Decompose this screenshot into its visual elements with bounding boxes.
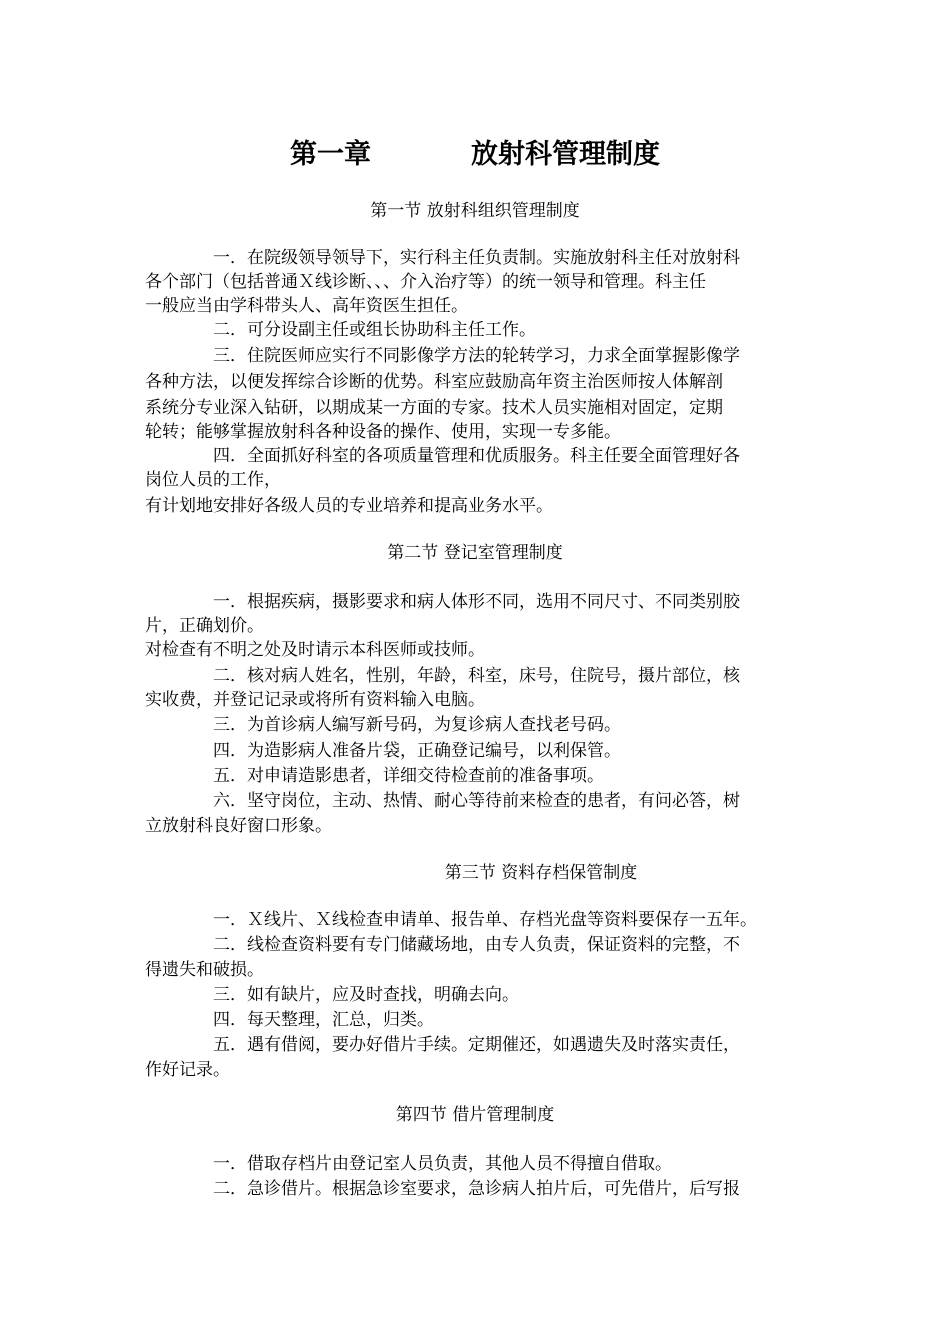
section-title: 第四节 借片管理制度 [395,1105,555,1125]
section-title: 第二节 登记室管理制度 [387,543,563,563]
paragraph-line: 岗位人员的工作， [145,470,281,490]
paragraph-line: 一．根据疾病，摄影要求和病人体形不同，选用不同尺寸、不同类别胶 [213,592,740,612]
paragraph-line: 五．遇有借阅，要办好借片手续。定期催还，如遇遗失及时落实责任， [213,1035,740,1055]
paragraph-line: 三．为首诊病人编写新号码，为复诊病人查找老号码。 [213,715,621,735]
paragraph-line: 三．住院医师应实行不同影像学方法的轮转学习，力求全面掌握影像学 [213,346,740,366]
paragraph-line: 二．急诊借片。根据急诊室要求，急诊病人拍片后，可先借片，后写报 [213,1179,740,1199]
paragraph-line: 一．借取存档片由登记室人员负责，其他人员不得擅自借取。 [213,1154,672,1174]
paragraph-line: 实收费，并登记记录或将所有资料输入电脑。 [145,690,485,710]
paragraph-line: 对检查有不明之处及时请示本科医师或技师。 [145,640,485,660]
paragraph-line: 轮转；能够掌握放射科各种设备的操作、使用，实现一专多能。 [145,422,621,442]
paragraph-line: 各个部门（包括普通Ｘ线诊断、、、介入治疗等）的统一领导和管理。科主任 [145,272,706,292]
paragraph-line: 一．Ｘ线片、Ｘ线检查申请单、报告单、存档光盘等资料要保存一五年。 [213,910,757,930]
paragraph-line: 得遗失和破损。 [145,960,264,980]
paragraph-line: 四．为造影病人准备片袋，正确登记编号，以利保管。 [213,741,621,761]
paragraph-line: 片，正确划价。 [145,616,264,636]
paragraph-line: 一般应当由学科带头人、高年资医生担任。 [145,296,468,316]
chapter-name: 放射科管理制度 [471,139,660,170]
section-title: 第三节 资料存档保管制度 [444,863,638,883]
paragraph-line: 系统分专业深入钻研，以期成某一方面的专家。技术人员实施相对固定，定期 [145,398,723,418]
paragraph-line: 有计划地安排好各级人员的专业培养和提高业务水平。 [145,496,553,516]
paragraph-line: 四．全面抓好科室的各项质量管理和优质服务。科主任要全面管理好各 [213,446,740,466]
paragraph-line: 二．可分设副主任或组长协助科主任工作。 [213,320,536,340]
paragraph-line: 各种方法，以便发挥综合诊断的优势。科室应鼓励高年资主治医师按人体解剖 [145,372,723,392]
paragraph-line: 作好记录。 [145,1060,230,1080]
paragraph-line: 三．如有缺片，应及时查找，明确去向。 [213,985,519,1005]
paragraph-line: 六．坚守岗位，主动、热情、耐心等待前来检查的患者，有问必答，树 [213,791,740,811]
paragraph-line: 立放射科良好窗口形象。 [145,816,332,836]
paragraph-line: 二．核对病人姓名，性别，年龄，科室，床号，住院号，摄片部位，核 [213,666,740,686]
chapter-label: 第一章 [290,139,371,170]
paragraph-line: 五．对申请造影患者，详细交待检查前的准备事项。 [213,766,604,786]
paragraph-line: 一．在院级领导领导下，实行科主任负责制。实施放射科主任对放射科 [213,248,740,268]
paragraph-line: 二．线检查资料要有专门储藏场地，由专人负责，保证资料的完整，不 [213,935,740,955]
chapter-title [0,132,950,171]
section-title: 第一节 放射科组织管理制度 [370,201,580,221]
paragraph-line: 四．每天整理，汇总，归类。 [213,1010,434,1030]
